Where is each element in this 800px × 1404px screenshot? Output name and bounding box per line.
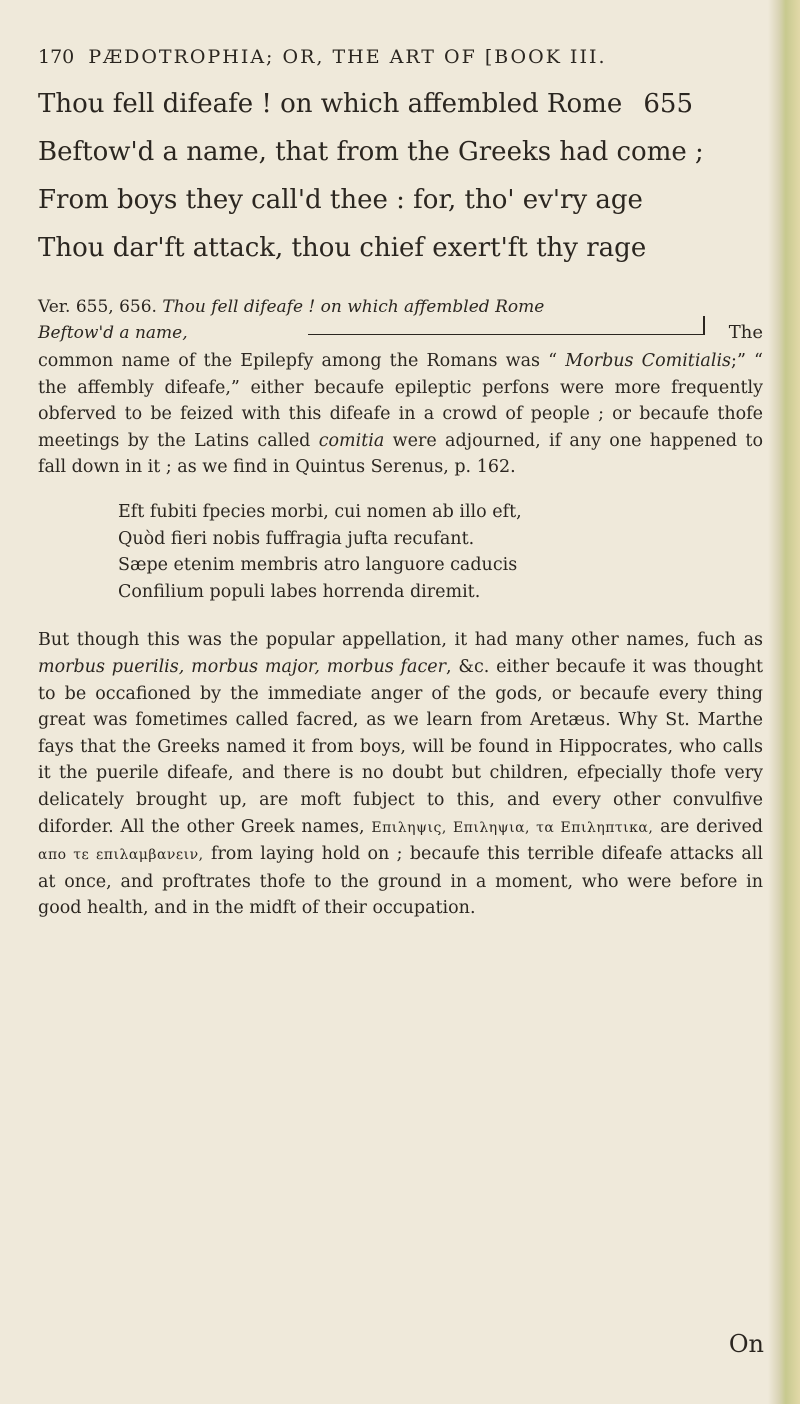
note-quote-line2: Beftow'd a name, xyxy=(38,323,188,343)
latin-term: comitia xyxy=(318,430,385,451)
running-title: PÆDOTROPHIA; OR, THE ART OF [BOOK III. xyxy=(88,46,607,68)
line-number: 655 xyxy=(643,89,693,119)
greek-phrase: απο τε επιλαμβανειν, xyxy=(38,847,204,864)
note-reference: Ver. 655, 656. xyxy=(38,297,157,317)
note-paragraph-2: But though this was the popular appellation, it had many other names, fuch as morbus puerilis, morbus major, morbus facer, &c. either becaufe it was thought to be occafioned by the immediate anger of the gods, or becaufe every thing great was fometimes called facred, as we learn from Aretæus. Why St. Marthe fays that the Greeks named it from boys, will be found in Hippocrates, who calls it the puerile difeafe, and there is no doubt but children, efpecially thofe very delicately brought up, are moft fubject to this, and every other convulfive diforder. All the other Greek names, Επιληψις, Επιληψια, τα Επιληπτικα, are derived απο τε επιλαμβανειν, from laying hold on ; becaufe this terrible difeafe attacks all at once, and proftrates thofe to the ground in a moment, who were before in good health, and in the midft of their occupation. xyxy=(38,630,763,919)
quote-line: Confilium populi labes horrenda diremit. xyxy=(118,581,481,602)
latin-term: morbus puerilis, morbus major, morbus facer xyxy=(38,656,446,677)
verse-line xyxy=(38,128,763,176)
greek-terms: Επιληψις, Επιληψια, τα Επιληπτικα, xyxy=(371,819,654,836)
quote-line: Eft fubiti fpecies morbi, cui nomen ab illo eft, xyxy=(118,501,522,522)
verse-text: Thou dar'ft attack, thou chief exert'ft thy rage xyxy=(38,233,647,263)
quote-line: Quòd fieri nobis fuffragia jufta recufant. xyxy=(118,528,475,549)
note-heading xyxy=(38,294,763,348)
latin-quotation xyxy=(118,499,763,605)
note-continue-word: The xyxy=(728,322,763,343)
page-number: 170 xyxy=(38,46,75,68)
verse-block xyxy=(38,80,763,272)
page xyxy=(38,42,763,922)
verse-line xyxy=(38,80,763,128)
verse-text: From boys they call'd thee : for, tho' ev'ry age xyxy=(38,185,643,215)
page-edge xyxy=(768,0,800,1404)
verse-line xyxy=(38,176,763,224)
note-bracket xyxy=(308,316,705,335)
verse-text: Thou fell difeafe ! on which affembled Rome xyxy=(38,89,623,119)
note-paragraph: common name of the Epilepfy among the Romans was “ Morbus Comitialis;” “ the affembly difeafe,” either becaufe epileptic perfons were more frequently obferved to be feized with this difeafe in a crowd of people ; or becaufe thofe meetings by the Latins called comitia were adjourned, if any one happened to fall down in it ; as we find in Quintus Serenus, p. 162. xyxy=(38,351,763,478)
verse-line xyxy=(38,224,763,272)
note-quote-line1: Thou fell difeafe ! on which affembled Rome xyxy=(162,297,545,317)
latin-term: Morbus Comitialis xyxy=(565,351,732,371)
running-head xyxy=(38,42,763,80)
catchword: On xyxy=(728,1330,764,1358)
quote-line: Sæpe etenim membris atro languore caducis xyxy=(118,555,518,576)
verse-text: Beftow'd a name, that from the Greeks had come ; xyxy=(38,137,704,167)
